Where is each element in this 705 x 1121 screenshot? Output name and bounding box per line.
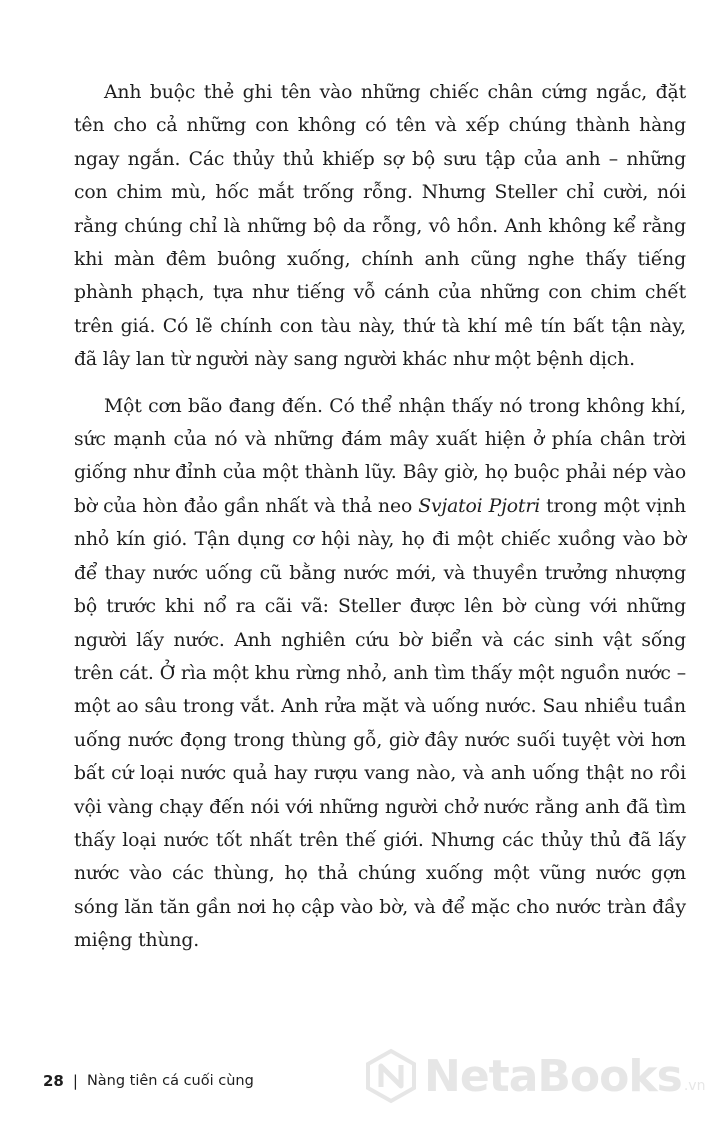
watermark-brand: NetaBooks [424, 1050, 682, 1102]
book-title: Nàng tiên cá cuối cùng [86, 1073, 254, 1089]
paragraph-2 [74, 390, 686, 958]
paragraph-text: Một cơn bão đang đến. Có thể nhận thấy nó trong không khí, sức mạnh của nó và những đám mây xuất hiện ở phía chân trời giống như đỉnh của một thành lũy. Bây giờ, họ buộc phải nép vào bờ của hòn đảo gần nhất và thả neo [74, 395, 686, 517]
paragraph-1 [74, 76, 686, 377]
ship-name-italic: Svjatoi Pjotri [418, 495, 541, 517]
footer-separator: | [72, 1072, 78, 1090]
page-footer [43, 1066, 254, 1096]
watermark [364, 1046, 705, 1106]
page-number: 28 [43, 1072, 64, 1090]
paragraph-text: trong một vịnh nhỏ kín gió. Tận dụng cơ hội này, họ đi một chiếc xuồng vào bờ để thay nước uống cũ bằng nước mới, và thuyền trưởng nhượng bộ trước khi nổ ra cãi vã: Steller được lên bờ cùng với những người lấy nước. Anh nghiên cứu bờ biển và các sinh vật sống trên cát. Ở rìa một khu rừng nhỏ, anh tìm thấy một nguồn nước – một ao sâu trong vắt. Anh rửa mặt và uống nước. Sau nhiều tuần uống nước đọng trong thùng gỗ, giờ đây nước suối tuyệt vời hơn bất cứ loại nước quả hay rượu vang nào, và anh uống thật no rồi vội vàng chạy đến nói với những người chở nước rằng anh đã tìm thấy loại nước tốt nhất trên thế giới. Nhưng các thủy thủ đã lấy nước vào các thùng, họ thả chúng xuống một vũng nước gợn sóng lăn tăn gần nơi họ cập vào bờ, và để mặc cho nước tràn đầy miệng thùng. [74, 495, 686, 952]
paragraph-text: Anh buộc thẻ ghi tên vào những chiếc chân cứng ngắc, đặt tên cho cả những con không có tên và xếp chúng thành hàng ngay ngắn. Các thủy thủ khiếp sợ bộ sưu tập của anh – những con chim mù, hốc mắt trống rỗng. Nhưng Steller chỉ cười, nói rằng chúng chỉ là những bộ da rỗng, vô hồn. Anh không kể rằng khi màn đêm buông xuống, chính anh cũng nghe thấy tiếng phành phạch, tựa như tiếng vỗ cánh của những con chim chết trên giá. Có lẽ chính con tàu này, thứ tà khí mê tín bất tận này, đã lây lan từ người này sang người khác như một bệnh dịch. [74, 82, 686, 371]
watermark-suffix: .vn [683, 1078, 705, 1094]
netabooks-logo-icon [364, 1049, 418, 1103]
page-body [74, 76, 686, 958]
